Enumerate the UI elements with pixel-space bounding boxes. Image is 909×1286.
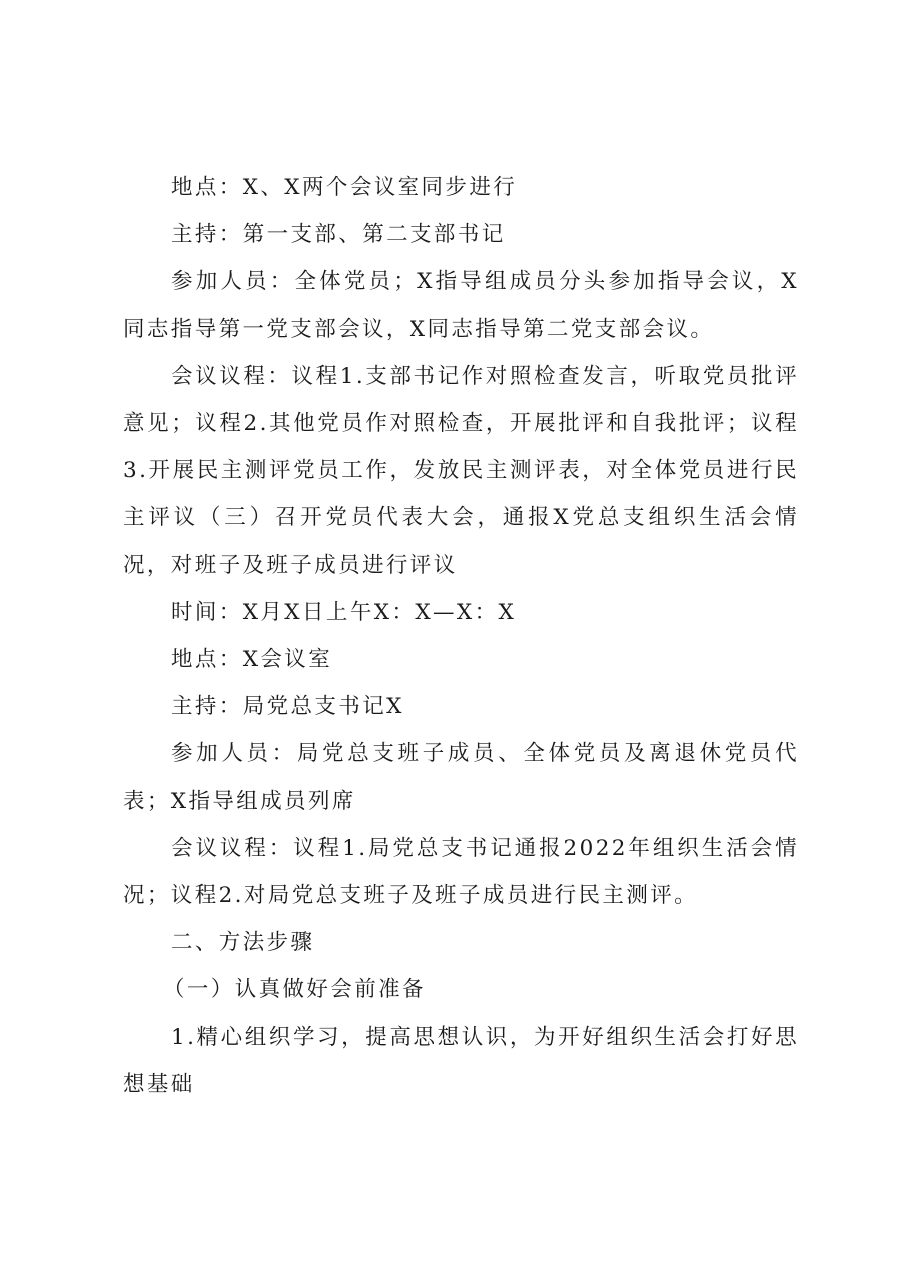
- document-body: [123, 164, 799, 1108]
- subsection-heading-preparation: （一）认真做好会前准备: [163, 977, 426, 1003]
- paragraph-meeting-host: 主持：第一支部、第二支部书记: [171, 222, 506, 248]
- section-heading-methods: 二、方法步骤: [171, 930, 315, 956]
- paragraph-participants-2: 参加人员：局党总支班子成员、全体党员及离退休党员代表；X指导组成员列席: [123, 741, 799, 814]
- paragraph-agenda: 会议议程：议程1.支部书记作对照检查发言，听取党员批评意见；议程2.其他党员作对照检查，开展批评和自我批评；议程3.开展民主测评党员工作，发放民主测评表，对全体党员进行民主评议（三）召开党员代表大会，通报X党总支组织生活会情况，对班子及班子成员进行评议: [123, 363, 799, 578]
- paragraph-agenda-2: 会议议程：议程1.局党总支书记通报2022年组织生活会情况；议程2.对局党总支班子及班子成员进行民主测评。: [123, 835, 799, 909]
- paragraph-time: 时间：X月X日上午X：X—X：X: [171, 599, 517, 625]
- paragraph-participants: 参加人员：全体党员；X指导组成员分头参加指导会议，X同志指导第一党支部会议，X同志指导第二党支部会议。: [123, 269, 799, 342]
- paragraph-meeting-location: 地点：X、X两个会议室同步进行: [171, 175, 518, 200]
- paragraph-study: 1.精心组织学习，提高思想认识，为开好组织生活会打好思想基础: [123, 1024, 799, 1097]
- paragraph-host-2: 主持：局党总支书记X: [171, 694, 404, 720]
- paragraph-location-2: 地点：X会议室: [171, 647, 333, 673]
